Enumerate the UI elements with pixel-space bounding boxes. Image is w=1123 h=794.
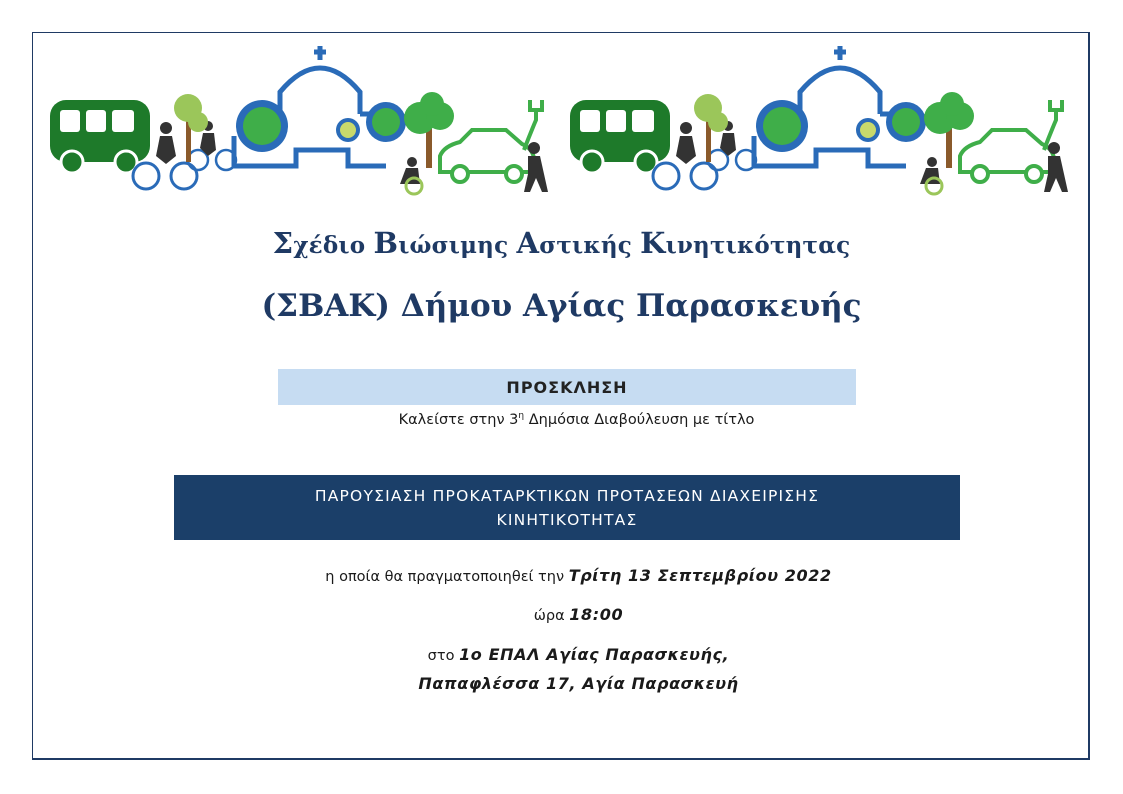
title-word: Αστικής	[516, 226, 641, 260]
mobility-banner-graphic	[48, 38, 1073, 198]
title-word: Σχέδιο	[272, 226, 374, 260]
topic-line: ΠΑΡΟΥΣΙΑΣΗ ΠΡΟΚΑΤΑΡΚΤΙΚΩΝ ΠΡΟΤΑΣΕΩΝ ΔΙΑΧΕΙΡΙΣΗΣ	[314, 486, 820, 505]
title-word: Βιώσιμης	[373, 226, 517, 260]
municipality-title: (ΣΒΑΚ) Δήμου Αγίας Παρασκευής	[261, 288, 862, 324]
plan-title	[0, 226, 1123, 260]
title-word: Κινητικότητας	[640, 226, 851, 260]
topic-line: ΚΙΝΗΤΙΚΟΤΗΤΑΣ	[496, 510, 638, 529]
invitation-text: Καλείστε στην $3^\eta$ Δημόσια Διαβούλευση με τίτλο	[398, 411, 755, 428]
event-address: Παπαφλέσσα 17, Αγία Παρασκευή	[418, 674, 739, 693]
event-time: ώρα 18:00	[533, 605, 624, 624]
event-date: η οποία θα πραγματοποιηθεί την Τρίτη 13 Σεπτεμβρίου 2022	[325, 566, 832, 585]
invitation-heading: ΠΡΟΣΚΛΗΣΗ	[278, 369, 856, 405]
consultation-topic	[174, 475, 960, 540]
mobility-banner	[48, 38, 1073, 198]
event-venue: στο 1ο ΕΠΑΛ Αγίας Παρασκευής,	[427, 645, 730, 664]
